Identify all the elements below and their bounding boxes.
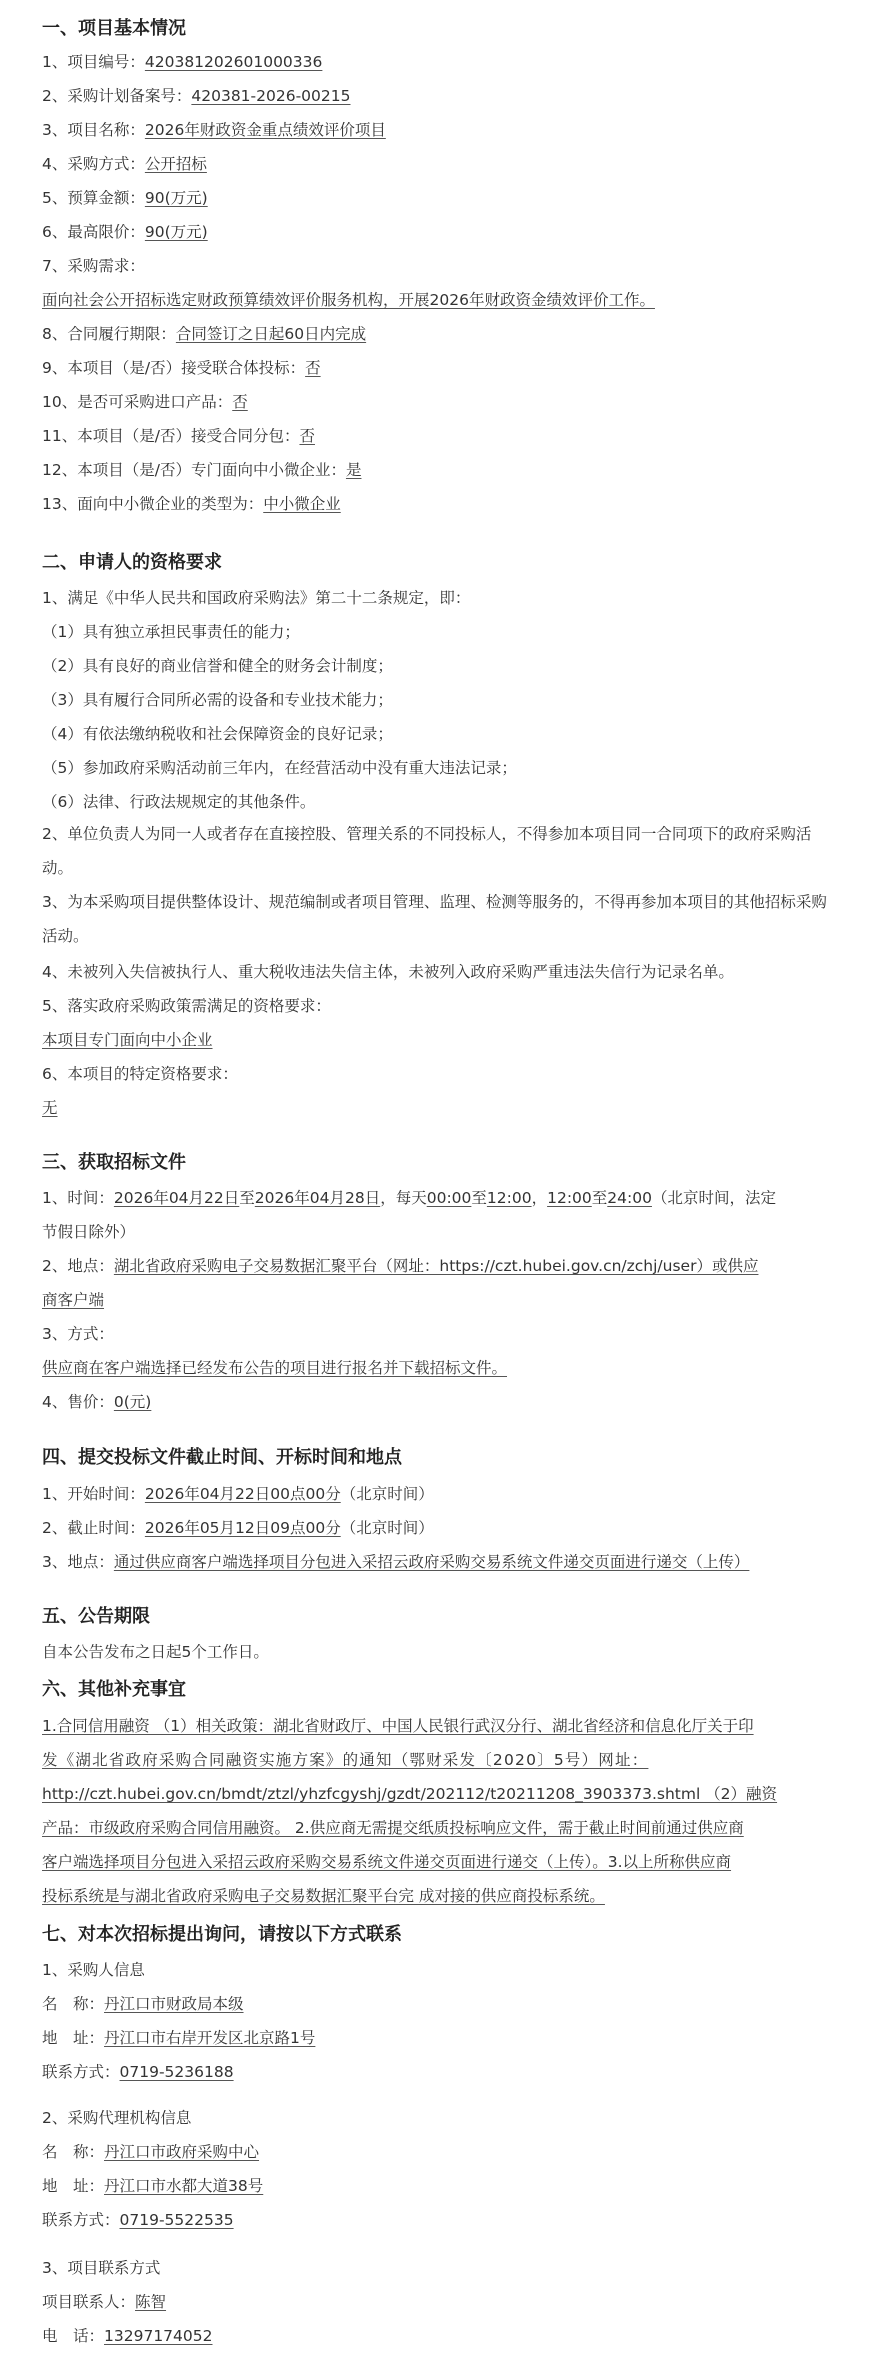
budget-value: 90(万元) (144, 189, 208, 207)
notice-period-text: 自本公告发布之日起5个工作日。 (42, 1643, 269, 1661)
agent-phone-row (42, 2208, 234, 2230)
label: 12、本项目（是/否）专门面向中小微企业： (42, 461, 346, 479)
label: 8、合同履行期限： (42, 325, 176, 343)
label: 13、面向中小微企业的类型为： (42, 495, 264, 513)
label: 5、预算金额： (42, 189, 145, 207)
obtain-method-text: 供应商在客户端选择已经发布公告的项目进行报名并下载招标文件。 (42, 1359, 508, 1377)
obtain-method-label: 3、方式： (42, 1325, 114, 1343)
obtain-method-value (42, 1356, 507, 1378)
bid-place-value: 通过供应商客户端选择项目分包进入采招云政府采购交易系统文件递交页面进行递交（上传） (113, 1553, 750, 1571)
max-price-row (42, 220, 208, 242)
section-title-obtain-documents: 三、获取招标文件 (42, 1152, 186, 1173)
obtain-place-value: 商客户端 (42, 1291, 105, 1309)
label: 1、项目编号： (42, 53, 145, 71)
import-row (42, 390, 248, 412)
sme-value: 是 (345, 461, 362, 479)
label: 10、是否可采购进口产品： (42, 393, 233, 411)
qualification-item: 2、单位负责人为同一人或者存在直接控股、管理关系的不同投标人，不得参加本项目同一合同项下的政府采购活动。 (42, 825, 812, 877)
obtain-place-row (42, 1254, 758, 1276)
timezone: （北京时间） (340, 1519, 434, 1537)
demand-label: 7、采购需求： (42, 257, 145, 275)
agent-address-row (42, 2174, 263, 2196)
agent-info-heading: 2、采购代理机构信息 (42, 2109, 192, 2127)
time-value: 24:00 (607, 1189, 652, 1207)
qualification-subitem: （5）参加政府采购活动前三年内，在经营活动中没有重大违法记录； (42, 759, 517, 777)
daily-text: ，每天 (380, 1189, 427, 1207)
label: 地 址： (42, 2177, 105, 2195)
agent-name-row (42, 2140, 259, 2162)
qualification-item: 6、本项目的特定资格要求： (42, 1065, 238, 1083)
time-value: 12:00 (486, 1189, 532, 1207)
label: 地 址： (42, 2029, 105, 2047)
time-value: 00:00 (426, 1189, 472, 1207)
obtain-place-value[interactable]: 湖北省政府采购电子交易数据汇聚平台（网址：https://czt.hubei.gov.cn/zchj/user）或供应 (113, 1257, 759, 1275)
obtain-place-row-cont (42, 1288, 104, 1310)
budget-row (42, 186, 208, 208)
buyer-address-row (42, 2026, 315, 2048)
label: 3、地点： (42, 1553, 114, 1571)
supplementary-line: 发《湖北省政府采购合同融资实施方案》的通知（鄂财采发〔2020〕5号）网址： (42, 1751, 649, 1769)
label: 2、截止时间： (42, 1519, 145, 1537)
comma-text: ， (531, 1189, 548, 1207)
label: 项目联系人： (42, 2293, 136, 2311)
label: 联系方式： (42, 2063, 120, 2081)
to-text: 至 (471, 1189, 487, 1207)
time-value: 12:00 (547, 1189, 592, 1207)
qualification-item: 3、为本采购项目提供整体设计、规范编制或者项目管理、监理、检测等服务的，不得再参加本项目的其他招标采购活动。 (42, 893, 827, 945)
project-contact-phone-value: 13297174052 (104, 2327, 213, 2345)
special-qualification-value (42, 1096, 58, 1118)
bid-place-row (42, 1550, 749, 1572)
special-qualification-text: 无 (42, 1099, 58, 1117)
label: 4、采购方式： (42, 155, 145, 173)
price-row (42, 1390, 151, 1412)
timezone: （北京时间） (340, 1485, 434, 1503)
label: 11、本项目（是/否）接受合同分包： (42, 427, 300, 445)
bid-end-row (42, 1516, 434, 1538)
project-contact-person-value: 陈智 (135, 2293, 167, 2311)
bid-start-value: 2026年04月22日00点00分 (144, 1485, 341, 1503)
sme-policy-text: 本项目专门面向中小企业 (42, 1031, 213, 1049)
plan-number-row (42, 84, 351, 106)
buyer-phone-value: 0719-5236188 (119, 2063, 234, 2081)
obtain-time-row-cont: 节假日除外） (42, 1223, 136, 1241)
qualification-subitem: （3）具有履行合同所必需的设备和专业技术能力； (42, 691, 393, 709)
label: 名 称： (42, 2143, 105, 2161)
supplementary-line: 投标系统是与湖北省政府采购电子交易数据汇聚平台完 成对接的供应商投标系统。 (42, 1887, 605, 1905)
section-title-contact: 七、对本次招标提出询问，请按以下方式联系 (42, 1924, 402, 1945)
start-date: 2026年04月22日 (113, 1189, 240, 1207)
agent-phone-value: 0719-5522535 (119, 2211, 234, 2229)
import-value: 否 (232, 393, 248, 411)
bid-start-row (42, 1482, 434, 1504)
label: 名 称： (42, 1995, 105, 2013)
label: 1、时间： (42, 1189, 114, 1207)
label: 电 话： (42, 2327, 105, 2345)
qualification-item: 5、落实政府采购政策需满足的资格要求： (42, 997, 331, 1015)
label: 2、地点： (42, 1257, 114, 1275)
subcontract-value: 否 (299, 427, 315, 445)
demand-value (42, 288, 655, 310)
obtain-time-row (42, 1186, 776, 1208)
buyer-info-heading: 1、采购人信息 (42, 1961, 145, 1979)
qualification-item: 1、满足《中华人民共和国政府采购法》第二十二条规定，即： (42, 589, 471, 607)
qualification-subitem: （2）具有良好的商业信誉和健全的财务会计制度； (42, 657, 393, 675)
buyer-address-value: 丹江口市右岸开发区北京路1号 (104, 2029, 316, 2047)
project-contact-heading: 3、项目联系方式 (42, 2259, 161, 2277)
consortium-row (42, 356, 321, 378)
supplementary-line: 客户端选择项目分包进入采招云政府采购交易系统文件递交页面进行递交（上传）。3.以上所称供应商 (42, 1853, 732, 1871)
section-title-notice-period: 五、公告期限 (42, 1606, 150, 1627)
agent-address-value: 丹江口市水都大道38号 (104, 2177, 264, 2195)
label: 2、采购计划备案号： (42, 87, 192, 105)
plan-number-value: 420381-2026-00215 (191, 87, 351, 105)
qualification-item: 4、未被列入失信被执行人、重大税收违法失信主体，未被列入政府采购严重违法失信行为记录名单。 (42, 963, 734, 981)
procurement-method-value: 公开招标 (144, 155, 207, 173)
tail-text: （北京时间，法定 (651, 1189, 776, 1207)
bid-end-value: 2026年05月12日09点00分 (144, 1519, 341, 1537)
section-title-qualification: 二、申请人的资格要求 (42, 552, 222, 573)
end-date: 2026年04月28日 (254, 1189, 381, 1207)
section-title-deadline: 四、提交投标文件截止时间、开标时间和地点 (42, 1447, 402, 1468)
label: 1、开始时间： (42, 1485, 145, 1503)
project-name-row (42, 118, 386, 140)
sme-type-row (42, 492, 341, 514)
qualification-subitem: （1）具有独立承担民事责任的能力； (42, 623, 300, 641)
consortium-value: 否 (305, 359, 321, 377)
qualification-subitem: （4）有依法缴纳税收和社会保障资金的良好记录； (42, 725, 393, 743)
project-name-value: 2026年财政资金重点绩效评价项目 (144, 121, 386, 139)
section-title-supplementary: 六、其他补充事宜 (42, 1679, 186, 1700)
to-text: 至 (591, 1189, 608, 1207)
sme-policy-value (42, 1028, 213, 1050)
project-contact-phone-row (42, 2324, 213, 2346)
sme-type-value: 中小微企业 (263, 495, 341, 513)
buyer-name-value: 丹江口市财政局本级 (104, 1995, 244, 2013)
label: 联系方式： (42, 2211, 120, 2229)
supplementary-line: 产品：市级政府采购合同信用融资。 2.供应商无需提交纸质投标响应文件，需于截止时间前通过供应商 (42, 1819, 744, 1837)
demand-text: 面向社会公开招标选定财政预算绩效评价服务机构，开展2026年财政资金绩效评价工作。 (42, 291, 655, 309)
sme-row (42, 458, 361, 480)
to-text: 至 (239, 1189, 255, 1207)
contract-period-value: 合同签订之日起60日内完成 (175, 325, 367, 343)
project-number-value: 420381202601000336 (144, 53, 323, 71)
label: 4、售价： (42, 1393, 114, 1411)
project-number-row (42, 50, 322, 72)
procurement-method-row (42, 152, 207, 174)
supplementary-line: 1.合同信用融资 （1）相关政策：湖北省财政厅、中国人民银行武汉分行、湖北省经济和信息化厅关于印 (42, 1717, 754, 1735)
project-contact-person-row (42, 2290, 166, 2312)
buyer-name-row (42, 1992, 244, 2014)
qualification-subitem: （6）法律、行政法规规定的其他条件。 (42, 793, 316, 811)
label: 3、项目名称： (42, 121, 145, 139)
label: 9、本项目（是/否）接受联合体投标： (42, 359, 306, 377)
section-title-basic-info: 一、项目基本情况 (42, 18, 186, 39)
buyer-phone-row (42, 2060, 234, 2082)
max-price-value: 90(万元) (144, 223, 208, 241)
agent-name-value: 丹江口市政府采购中心 (104, 2143, 260, 2161)
contract-period-row (42, 322, 366, 344)
price-value: 0(元) (113, 1393, 152, 1411)
label: 6、最高限价： (42, 223, 145, 241)
subcontract-row (42, 424, 315, 446)
supplementary-url-line[interactable]: http://czt.hubei.gov.cn/bmdt/ztzl/yhzfcgyshj/gzdt/202112/t20211208_3903373.shtml （2）融资 (42, 1785, 778, 1803)
